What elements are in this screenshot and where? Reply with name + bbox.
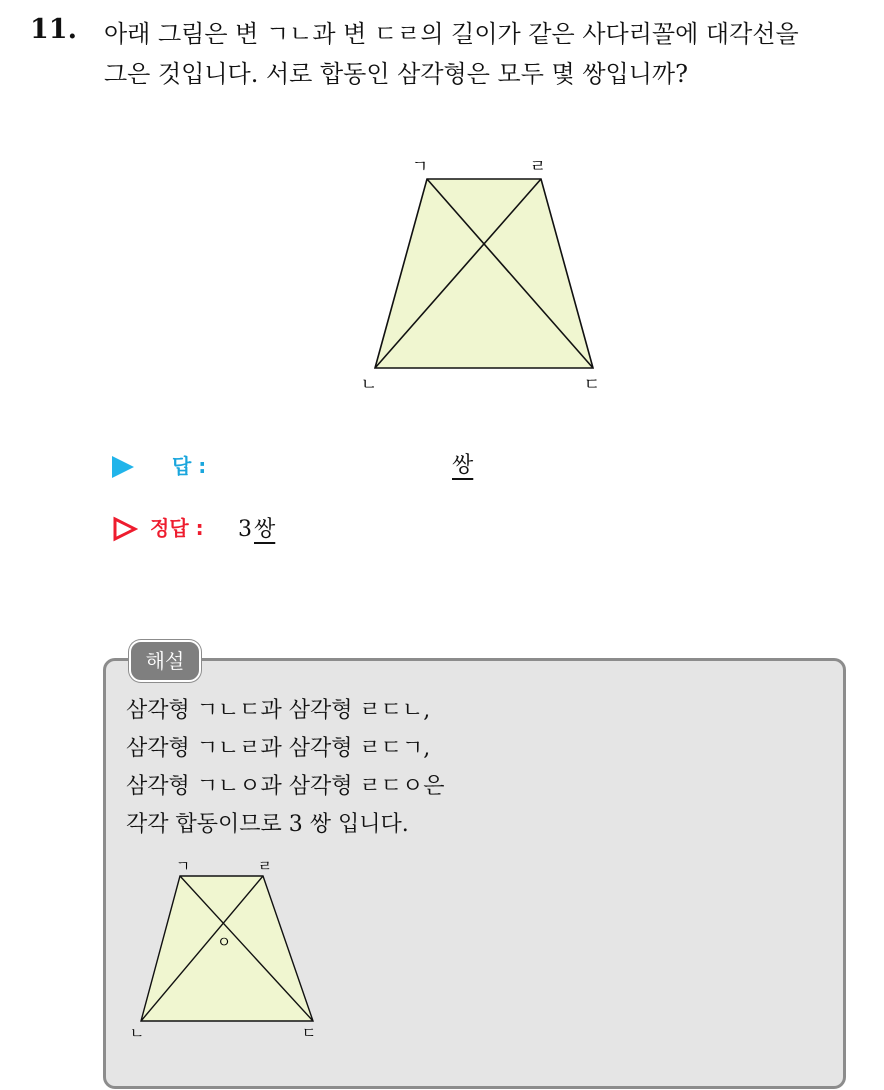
correct-answer-unit: 쌍 bbox=[254, 517, 276, 542]
correct-answer-number: 3 bbox=[238, 517, 252, 542]
play-triangle-icon bbox=[112, 456, 134, 478]
explanation-vertex-bottom-right: ㄷ bbox=[301, 1024, 317, 1042]
answer-row bbox=[112, 448, 612, 484]
explanation-text bbox=[126, 692, 826, 844]
explanation-vertex-top-right: ㄹ bbox=[257, 857, 273, 875]
vertex-label-bottom-right: ㄷ bbox=[583, 375, 601, 395]
explanation-line-3: 삼각형 ㄱㄴㅇ과 삼각형 ㄹㄷㅇ은 bbox=[126, 774, 445, 799]
correct-answer-label: 정답 : bbox=[150, 516, 204, 540]
vertex-label-bottom-left: ㄴ bbox=[360, 375, 378, 395]
explanation-tab: 해설 bbox=[129, 640, 201, 682]
correct-answer-row bbox=[112, 510, 512, 546]
question-number: 11. bbox=[30, 14, 77, 45]
explanation-trapezoid-figure bbox=[0, 850, 400, 1050]
outline-play-icon bbox=[112, 516, 138, 542]
explanation-vertex-top-left: ㄱ bbox=[175, 857, 191, 875]
question-line-1: 아래 그림은 변 ㄱㄴ과 변 ㄷㄹ의 길이가 같은 사다리꼴에 대각선을 bbox=[104, 20, 799, 48]
vertex-label-top-left: ㄱ bbox=[411, 157, 429, 177]
explanation-line-1: 삼각형 ㄱㄴㄷ과 삼각형 ㄹㄷㄴ, bbox=[126, 698, 431, 723]
explanation-center-label: ㅇ bbox=[216, 933, 232, 951]
trapezoid-shape bbox=[375, 179, 593, 368]
explanation-line-4: 각각 합동이므로 3 쌍 입니다. bbox=[126, 812, 409, 837]
explanation-vertex-bottom-left: ㄴ bbox=[129, 1024, 145, 1042]
question-line-2: 그은 것입니다. 서로 합동인 삼각형은 모두 몇 쌍입니까? bbox=[104, 60, 688, 88]
answer-label: 답 : bbox=[172, 454, 207, 478]
correct-answer-value bbox=[238, 512, 275, 543]
vertex-label-top-right: ㄹ bbox=[529, 157, 547, 177]
explanation-line-2: 삼각형 ㄱㄴㄹ과 삼각형 ㄹㄷㄱ, bbox=[126, 736, 431, 761]
answer-unit: 쌍 bbox=[452, 453, 474, 478]
trapezoid-figure bbox=[0, 0, 884, 440]
